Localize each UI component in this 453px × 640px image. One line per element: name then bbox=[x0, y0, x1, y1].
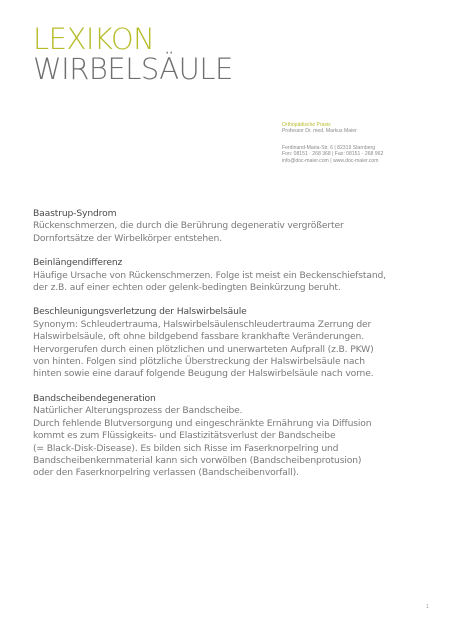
practice-address: Ferdinand-Maria-Str. 6 | 82319 Starnberg bbox=[282, 144, 376, 151]
contact-block bbox=[282, 122, 442, 164]
entry-line: Hervorgerufen durch einen plötzlichen und unerwarteten Aufprall (z.B. PKW) bbox=[33, 343, 374, 355]
entry-line: (= Black-Disk-Disease). Es bilden sich Risse im Faserknorpelring und bbox=[33, 442, 339, 454]
entry-text bbox=[33, 270, 423, 295]
entry-line: Synonym: Schleudertrauma, Halswirbelsäulenschleudertrauma Zerrung der bbox=[33, 318, 372, 330]
entry-line: kommt es zum Flüssigkeits- und Elastizitätsverlust der Bandscheibe bbox=[33, 430, 336, 442]
entry-line: von hinten. Folgen sind plötzliche Überstreckung der Halswirbelsäule nach bbox=[33, 356, 365, 368]
glossary-entry bbox=[33, 257, 423, 294]
entry-text bbox=[33, 220, 423, 245]
entry-line: hinten sowie eine darauf folgende Beugung der Halswirbelsäule nach vorne. bbox=[33, 368, 374, 380]
entry-line: Dornfortsätze der Wirbelkörper entstehen. bbox=[33, 232, 222, 244]
page-title bbox=[33, 24, 233, 84]
phone-fax: Fon: 08151 · 268 368 | Fax: 08151 · 268 962 bbox=[282, 151, 384, 158]
entry-line: oder den Faserknorpelring verlassen (Bandscheibenvorfall). bbox=[33, 467, 299, 479]
glossary-entry bbox=[33, 393, 423, 480]
entry-line: Durch fehlende Blutversorgung und eingeschränkte Ernährung via Diffusion bbox=[33, 417, 372, 429]
title-line-wirbelsaeule: WIRBELSÄULE bbox=[33, 52, 233, 86]
glossary-entry bbox=[33, 306, 423, 380]
entry-title: Beinlängendifferenz bbox=[33, 257, 123, 269]
entry-line: der z.B. auf einer echten oder gelenk-bedingten Beinkürzung beruht. bbox=[33, 282, 341, 294]
glossary-entry bbox=[33, 208, 423, 245]
entry-title: Bandscheibendegeneration bbox=[33, 392, 156, 404]
doctor-name: Professor Dr. med. Markus Maier bbox=[282, 128, 357, 135]
title-line-lexikon: LEXIKON bbox=[33, 22, 155, 56]
page-number: 1 bbox=[426, 604, 429, 610]
entry-text bbox=[33, 405, 423, 479]
entry-title: Baastrup-Syndrom bbox=[33, 208, 117, 219]
glossary-content bbox=[33, 208, 423, 492]
email-web: info@doc-maier.com | www.doc-maier.com bbox=[282, 157, 379, 164]
entry-title: Beschleunigungsverletzung der Halswirbelsäule bbox=[33, 306, 247, 318]
entry-text bbox=[33, 319, 423, 381]
entry-line: Natürlicher Alterungsprozess der Bandscheibe. bbox=[33, 405, 243, 417]
entry-line: Häufige Ursache von Rückenschmerzen. Folge ist meist ein Beckenschiefstand, bbox=[33, 269, 386, 281]
entry-line: Bandscheibenkernmaterial kann sich vorwölben (Bandscheibenprotusion) bbox=[33, 454, 362, 466]
entry-line: Rückenschmerzen, die durch die Berührung degenerativ vergrößerter bbox=[33, 220, 344, 232]
entry-line: Halswirbelsäule, oft ohne bildgebend fassbare krankhafte Veränderungen. bbox=[33, 331, 364, 343]
practice-name: Orthopädische Praxis bbox=[282, 122, 331, 128]
